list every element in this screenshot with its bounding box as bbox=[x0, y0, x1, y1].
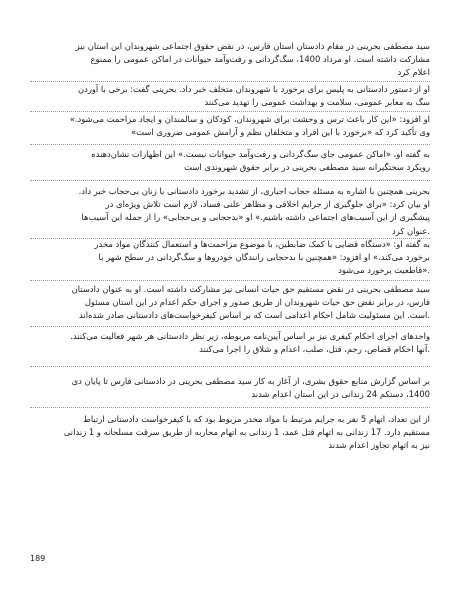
paragraph-line: او از دستور دادستانی به پلیس برای برخورد با شهروندان متخلف خبر داد. بحرینی گفت: برخی با آوردن bbox=[77, 84, 430, 94]
paragraph-line: سگ به معابر عمومی، سلامت و بهداشت عمومی را تهدید می‌کنند bbox=[204, 97, 430, 108]
paragraph-line: به گفته او، «اماکن عمومی جای سگ‌گردانی و رفت‌وآمد حیوانات نیست.» این اظهارات نشان‌دهنده bbox=[91, 149, 430, 159]
paragraph-line: .است. این مسئولیت شامل احکام اعدامی است که بر اساس کیفرخواست‌های دادستانی صادر شده‌اند bbox=[79, 310, 430, 321]
paragraph-10 bbox=[30, 413, 430, 453]
paragraph-line: .آنها احکام قصاص، رجم، قتل، صلب، اعدام و شلاق را اجرا می‌کنند bbox=[199, 344, 430, 355]
paragraph-separator bbox=[30, 180, 430, 181]
paragraph-line: او بیان کرد: «برای جلوگیری از جرایم اخلاقی و مظاهر علنی فساد، لازم است تلاش ویژه‌ای در bbox=[105, 199, 430, 210]
paragraph-separator bbox=[30, 280, 430, 281]
paragraph-6 bbox=[30, 238, 430, 278]
paragraph-line: سید مصطفی بحرینی در مقام دادستان استان فارس، در نقض حقوق اجتماعی شهروندان این استان نیز bbox=[75, 41, 430, 51]
paragraph-1 bbox=[30, 40, 430, 80]
paragraph-separator bbox=[30, 81, 430, 82]
paragraph-line: .«قاطعیت برخورد می‌شود bbox=[338, 265, 430, 276]
paragraph-line: از این تعداد، اتهام 5 نفر به جرایم مرتبط با مواد مخدر مربوط بود که با کیفرخواست دادستانی ارتباط bbox=[83, 414, 430, 424]
paragraph-7 bbox=[30, 283, 430, 323]
paragraph-line: .عنوان کرد bbox=[392, 225, 430, 236]
paragraph-separator bbox=[30, 111, 430, 112]
paragraph-line: پیشگیری از این آسیب‌های اجتماعی داشته باشیم.» او «بدحجابی و بی‌حجابی» را از جمله این آسیب‌ها bbox=[81, 212, 430, 223]
paragraph-5 bbox=[30, 185, 430, 238]
paragraph-line: وی تأکید کرد که «برخورد با این افراد و متخلفان نظم و آرامش عمومی ضروری است» bbox=[131, 127, 430, 138]
paragraph-9 bbox=[30, 375, 430, 401]
paragraph-separator bbox=[30, 366, 430, 367]
paragraph-line: مستقیم دارد. 17 زندانی به اتهام قتل عمد، 1 زندانی به اتهام محاربه از طریق سرقت مسلحانه و 1 زندانی bbox=[63, 427, 430, 438]
page-number: 189 bbox=[30, 554, 46, 563]
paragraph-2 bbox=[30, 83, 430, 109]
paragraph-line: مشارکت داشته است. او مرداد 1400، سگ‌گردانی و رفت‌وآمد حیوانات در اماکن عمومی را ممنوع bbox=[90, 54, 430, 65]
paragraph-line: اعلام کرد bbox=[397, 67, 430, 78]
paragraph-line: واحدهای اجرای احکام کیفری نیز بر اساس آیین‌نامه مربوطه، زیر نظر دادستانی هر شهر فعالیت می‌کنند. bbox=[70, 331, 430, 341]
paragraph-line: برخورد می‌کند.» او افزود: «همچنین با بدحجابی رانندگان خودروها و سگ‌گردانی در سطح شهر با bbox=[98, 252, 430, 263]
paragraph-line: به گفته او: «دستگاه قضایی با کمک ضابطین، با موضوع مزاحمت‌ها و استعمال کنندگان مواد مخدر bbox=[94, 239, 430, 249]
paragraph-separator bbox=[30, 407, 430, 408]
paragraph-line: رویکرد سختگیرانه سید مصطفی بحرینی در برابر حقوق شهروندی است bbox=[184, 162, 430, 173]
paragraph-line: او افزود: «این کار باعث ترس و وحشت برای شهروندان، کودکان و سالمندان و ایجاد مزاحمت می‌شود.» bbox=[69, 114, 430, 124]
paragraph-line: بر اساس گزارش منابع حقوق بشری، از آغاز به کار سید مصطفی بحرینی در دادستانی فارس تا پایان دی bbox=[71, 376, 430, 386]
paragraph-separator bbox=[30, 326, 430, 327]
paragraph-line: سید مصطفی بحرینی در نقض مستقیم حق حیات انسانی نیز مشارکت داشته است. او به عنوان دادستان bbox=[71, 284, 430, 294]
paragraph-3 bbox=[30, 113, 430, 139]
paragraph-line: نیز به اتهام تجاوز اعدام شدند bbox=[328, 440, 430, 451]
paragraph-4 bbox=[30, 148, 430, 174]
paragraph-line: بحرینی همچنین با اشاره به مسئله حجاب اجباری، از تشدید برخورد دادستانی با زنان بی‌حجاب خبر داد. bbox=[78, 186, 430, 196]
paragraph-separator bbox=[30, 144, 430, 145]
paragraph-line: 1400، دستکم 24 زندانی در این استان اعدام شدند bbox=[251, 389, 430, 400]
paragraph-line: فارس، در برابر نقض حق حیات شهروندان از طریق صدور و اجرای حکم اعدام در این استان مسئول bbox=[84, 297, 430, 308]
paragraph-8 bbox=[30, 330, 430, 356]
